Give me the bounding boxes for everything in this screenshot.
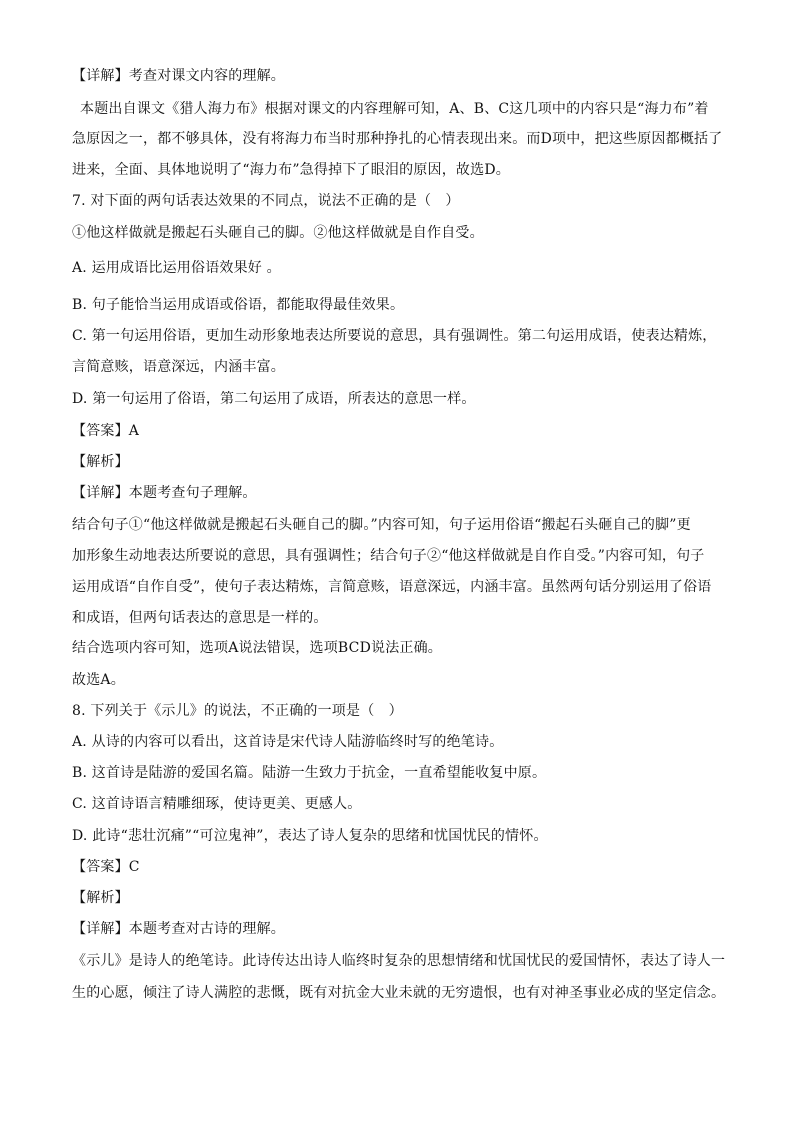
option-c: C. 第一句运用俗语，更加生动形象地表达所要说的意思，具有强调性。第二句运用成语，使表达精炼，	[72, 328, 717, 344]
option-c: C. 这首诗语言精雕细琢，使诗更美、更感人。	[72, 796, 362, 812]
paragraph-line: 加形象生动地表达所要说的意思，具有强调性；结合句子②“他这样做就是自作自受。”内容可知，句子	[72, 548, 705, 564]
paragraph-line: 本题出自课文《猎人海力布》根据对课文的内容理解可知，A、B、C这几项中的内容只是“海力布”着	[80, 101, 709, 117]
answer-label: 【答案】C	[72, 859, 140, 875]
analysis-label: 【解析】	[72, 890, 129, 906]
option-b: B. 句子能恰当运用成语或俗语，都能取得最佳效果。	[72, 297, 405, 313]
paragraph-line: 《示儿》是诗人的绝笔诗。此诗传达出诗人临终时复杂的思想情绪和忧国忧民的爱国情怀，表达了诗人一	[72, 953, 726, 969]
paragraph-line: 运用成语“自作自受”，使句子表达精炼，言简意赅，语意深远，内涵丰富。虽然两句话分别运用了俗语	[72, 579, 712, 595]
option-d: D. 此诗“悲壮沉痛”“可泣鬼神”，表达了诗人复杂的思绪和忧国忧民的情怀。	[72, 828, 548, 844]
analysis-label: 【解析】	[72, 454, 129, 470]
paragraph-line: 结合句子①“他这样做就是搬起石头砸自己的脚。”内容可知，句子运用俗语“搬起石头砸自己的脚”更	[72, 517, 691, 533]
detail-heading: 【详解】考查对课文内容的理解。	[72, 68, 285, 84]
question-7-stem: ①他这样做就是搬起石头砸自己的脚。②他这样做就是自作自受。	[72, 225, 484, 241]
paragraph-line: 生的心愿，倾注了诗人满腔的悲慨，既有对抗金大业未就的无穷遗恨，也有对神圣事业必成的坚定信念。	[72, 985, 726, 1001]
option-d: D. 第一句运用了俗语，第二句运用了成语，所表达的意思一样。	[72, 391, 476, 407]
detail-heading: 【详解】本题考查句子理解。	[72, 485, 257, 501]
option-a: A. 运用成语比运用俗语效果好 。	[72, 260, 281, 276]
paragraph-line: 急原因之一，都不够具体，没有将海力布当时那种挣扎的心情表现出来。而D项中，把这些原因都概括了	[72, 131, 723, 147]
paragraph-line: 结合选项内容可知，选项A说法错误，选项BCD说法正确。	[72, 640, 442, 656]
paragraph-line: 和成语，但两句话表达的意思是一样的。	[72, 610, 328, 626]
conclusion-line: 故选A。	[72, 672, 125, 688]
option-c-cont: 言简意赅，语意深远，内涵丰富。	[72, 359, 285, 375]
option-b: B. 这首诗是陆游的爱国名篇。陆游一生致力于抗金，一直希望能收复中原。	[72, 765, 547, 781]
question-8: 8. 下列关于《示儿》的说法，不正确的一项是（ ）	[72, 703, 403, 719]
option-a: A. 从诗的内容可以看出，这首诗是宋代诗人陆游临终时写的绝笔诗。	[72, 734, 504, 750]
answer-label: 【答案】A	[72, 423, 140, 439]
question-7: 7. 对下面的两句话表达效果的不同点，说法不正确的是（ ）	[72, 193, 460, 209]
paragraph-line: 进来，全面、具体地说明了“海力布”急得掉下了眼泪的原因，故选D。	[72, 162, 510, 178]
detail-heading: 【详解】本题考查对古诗的理解。	[72, 921, 285, 937]
